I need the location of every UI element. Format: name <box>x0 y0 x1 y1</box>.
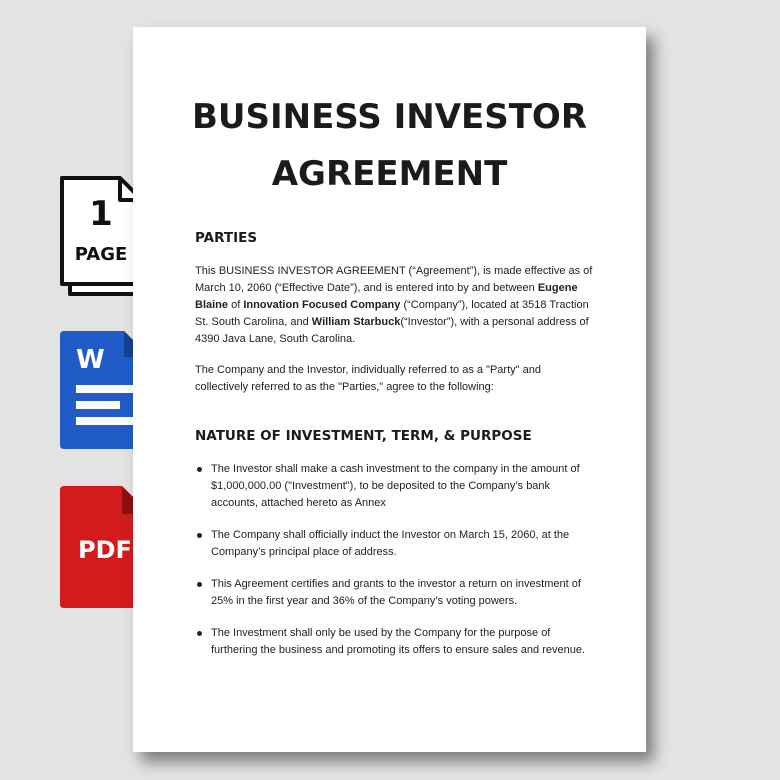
investor-name: William Starbuck <box>311 316 401 328</box>
parties-text-d: (“Investor”), with a personal address of 4390 Java Lane, South Carolina. <box>195 316 589 345</box>
list-item: The Investor shall make a cash investment to the company in the amount of $1,000,000.00 ("Investment"), to be deposited to the Company’s bank accounts, attached hereto as Annex <box>195 461 595 512</box>
parties-text-a: This BUSINESS INVESTOR AGREEMENT (“Agreement”), is made effective as of March 10, 2060 (“Effective Date”), and is entered into by and between <box>195 265 593 294</box>
word-letter: W <box>76 345 105 375</box>
pdf-label: PDF <box>78 536 132 564</box>
document-title-line1: BUSINESS INVESTOR <box>191 97 588 137</box>
company-name: Innovation Focused Company <box>243 299 401 311</box>
list-item: This Agreement certifies and grants to the investor a return on investment of 25% in the first year and 36% of the Company’s voting powers. <box>195 576 595 610</box>
nature-heading: NATURE OF INVESTMENT, TERM, & PURPOSE <box>195 428 532 444</box>
parties-definition-paragraph: The Company and the Investor, individually referred to as a "Party" and collectively referred to as the "Parties," agree to the following: <box>195 364 541 393</box>
document-title-line2: AGREEMENT <box>271 154 508 194</box>
parties-heading: PARTIES <box>195 230 258 246</box>
list-item: The Company shall officially induct the Investor on March 15, 2060, at the Company’s principal place of address. <box>195 527 595 561</box>
document-page <box>133 27 646 752</box>
list-item: The Investment shall only be used by the Company for the purpose of furthering the business and promoting its offers to ensure sales and revenue. <box>195 625 595 659</box>
page-label: PAGE <box>74 244 128 265</box>
nature-bullet-list <box>195 461 595 674</box>
parties-paragraph <box>195 263 595 348</box>
first-party-name: Eugene Blaine <box>195 282 578 311</box>
parties-text-c: (“Company”), located at 3518 Traction St. South Carolina, and <box>195 299 589 328</box>
page-count: 1 <box>89 194 113 234</box>
parties-text-b: of <box>228 299 244 311</box>
